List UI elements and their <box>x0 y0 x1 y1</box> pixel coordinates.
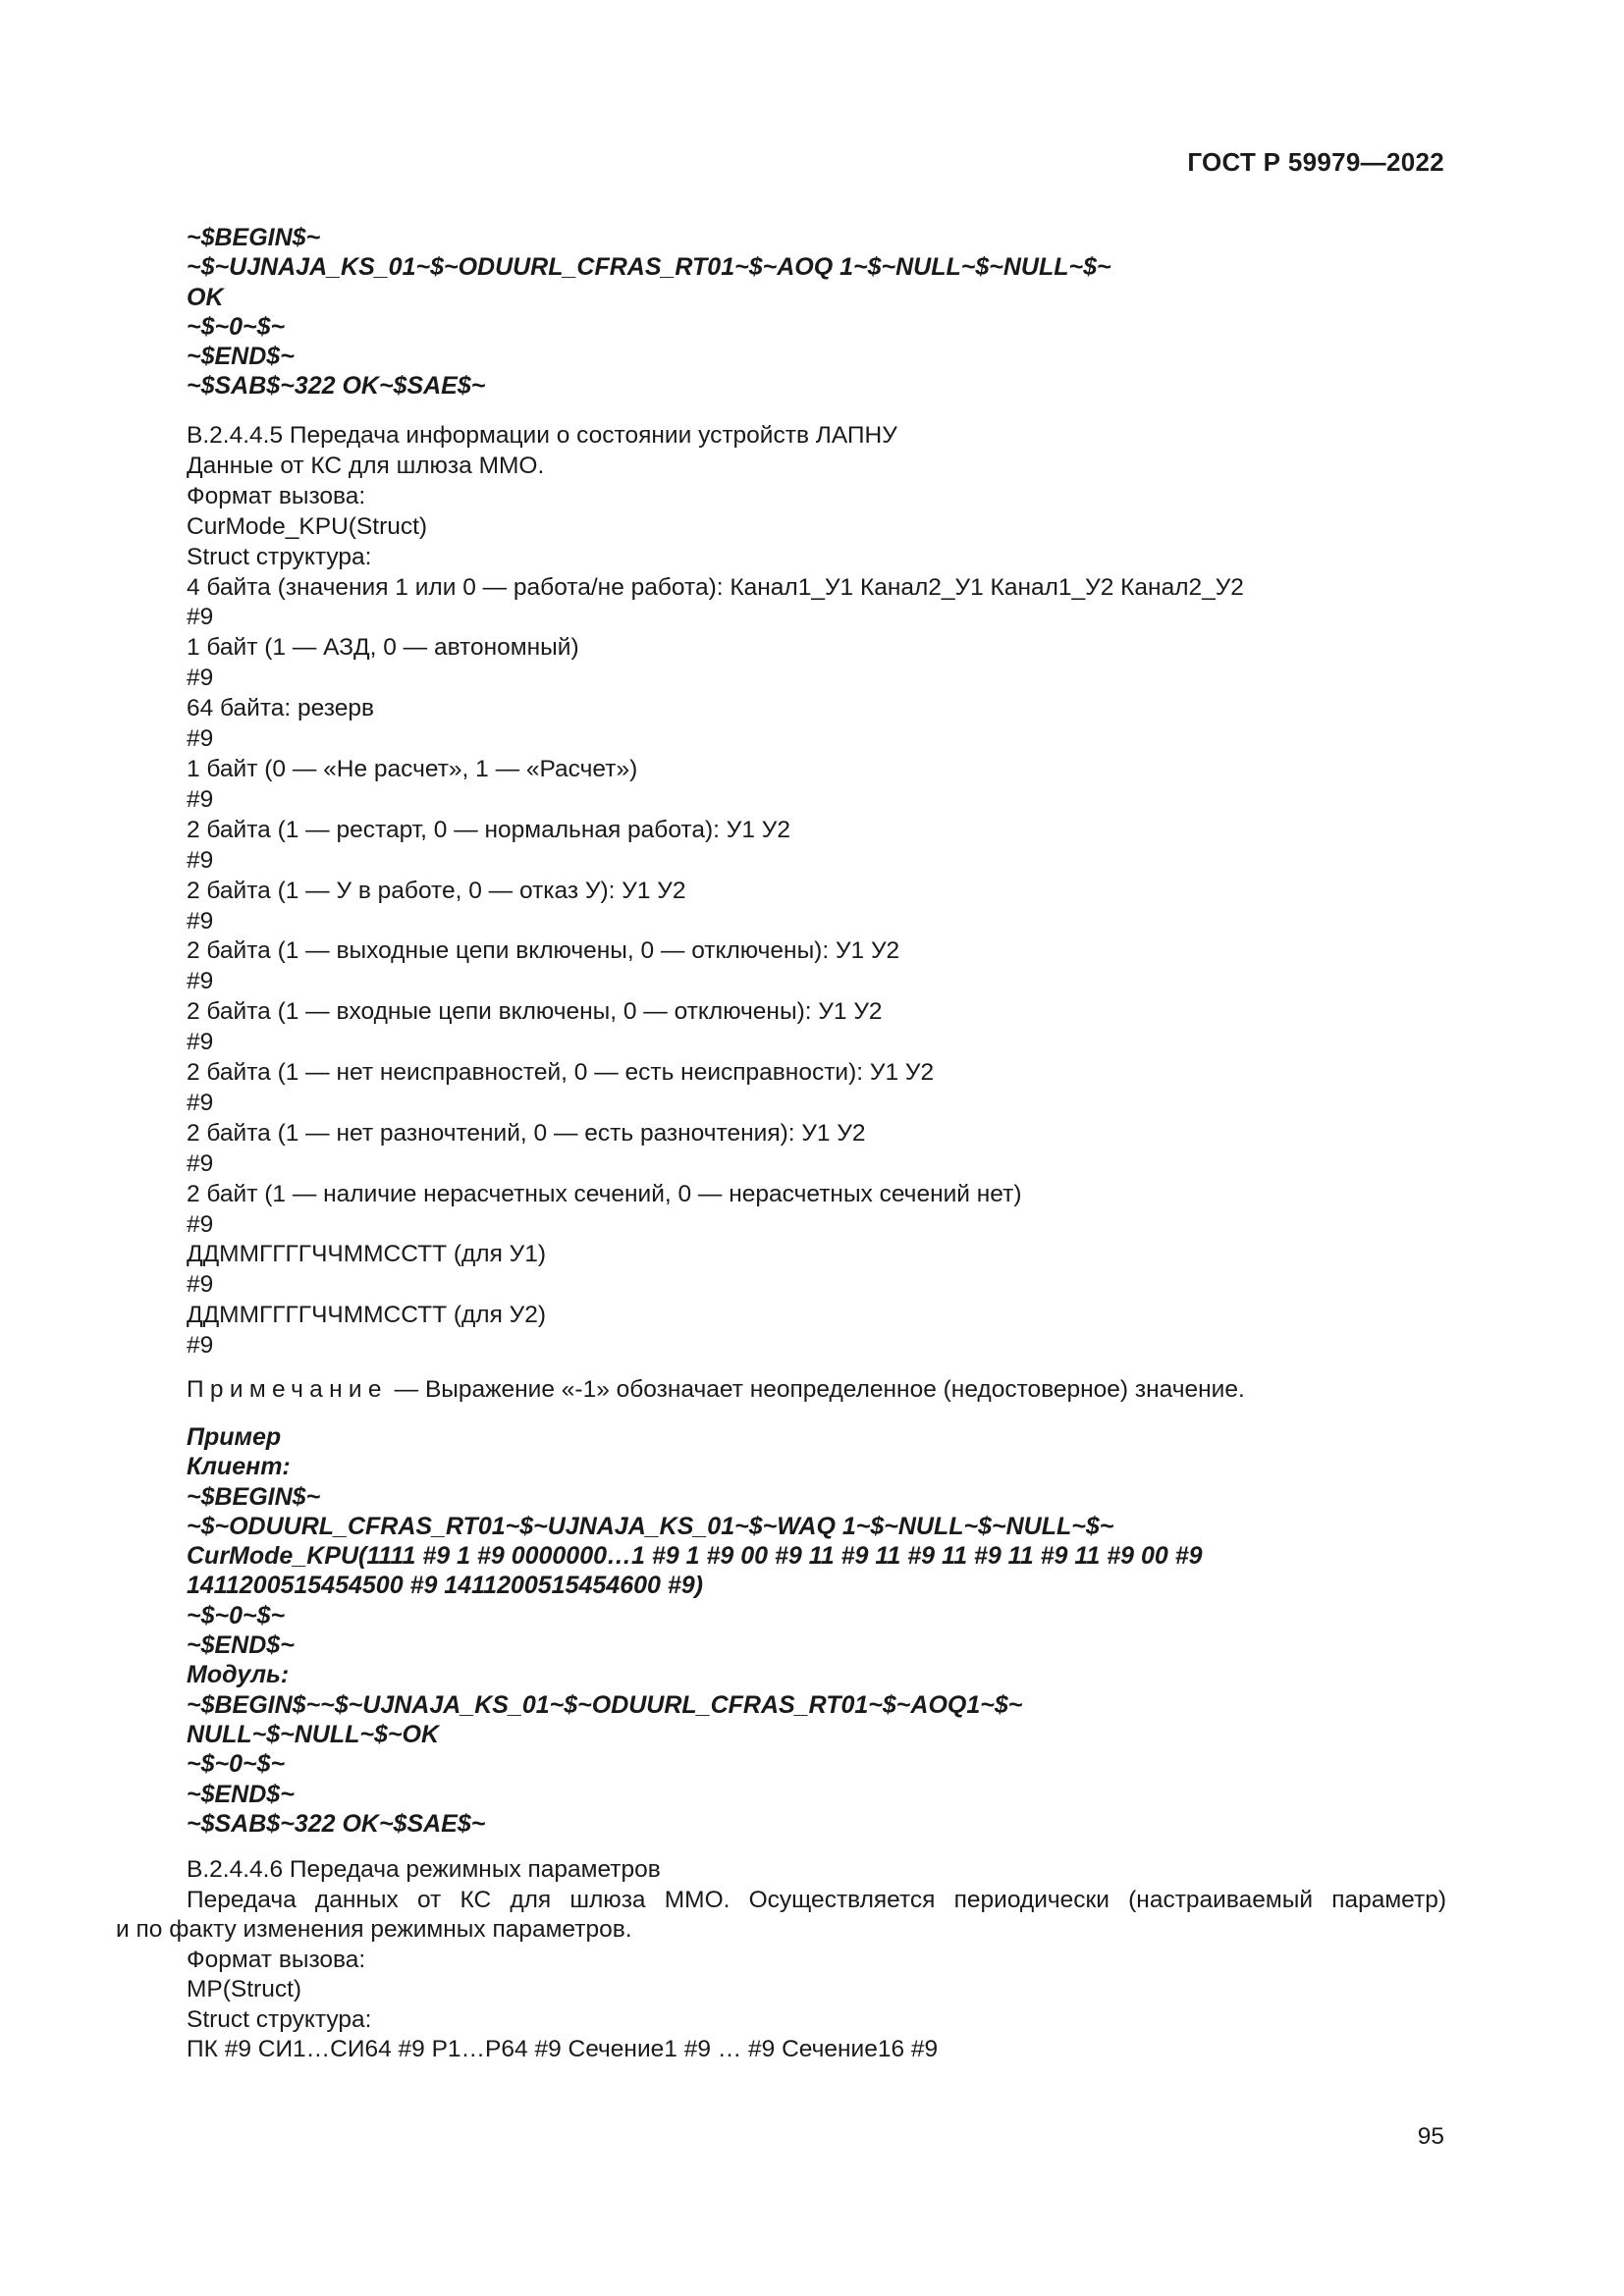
text-line: 64 байта: резерв <box>187 695 374 722</box>
text-line: #9 <box>187 1271 214 1299</box>
code-example-request <box>187 1422 1443 1839</box>
text-line: Данные от КС для шлюза ММО. <box>187 452 545 479</box>
standard-header: ГОСТ Р 59979—2022 <box>1187 147 1444 177</box>
text-line: 1 байт (1 — АЗД, 0 — автономный) <box>187 634 579 662</box>
code-line: ~$~ODUURL_CFRAS_RT01~$~UJNAJA_KS_01~$~WAQ 1~$~NULL~$~NULL~$~ <box>187 1512 1114 1540</box>
section-heading: В.2.4.4.6 Передача режимных параметров <box>187 1856 661 1883</box>
code-line: CurMode_KPU(1111 #9 1 #9 0000000…1 #9 1 #9 00 #9 11 #9 11 #9 11 #9 11 #9 11 #9 00 #9 <box>187 1542 1203 1571</box>
section-heading: В.2.4.4.5 Передача информации о состоянии устройств ЛАПНУ <box>187 422 897 449</box>
text-line: 2 байт (1 — наличие нерасчетных сечений, 0 — нерасчетных сечений нет) <box>187 1180 1022 1207</box>
text-line: MP(Struct) <box>187 1976 302 2002</box>
text-line: #9 <box>187 1149 214 1177</box>
text-line: Формат вызова: <box>187 1946 366 1973</box>
text-line: 2 байта (1 — рестарт, 0 — нормальная работа): У1 У2 <box>187 816 790 843</box>
code-line: NULL~$~NULL~$~OK <box>187 1720 440 1748</box>
text-line: ДДММГГГГЧЧММССТТ (для У2) <box>187 1302 547 1329</box>
code-label: Модуль: <box>187 1661 290 1689</box>
code-line: ~$BEGIN$~ <box>187 1482 321 1511</box>
code-label: Клиент: <box>187 1453 291 1481</box>
paragraph-line: Передача данных от КС для шлюза ММО. Осуществляется периодически (настраиваемый параметр) <box>187 1886 1446 1913</box>
text-line: 2 байта (1 — У в работе, 0 — отказ У): У1 У2 <box>187 877 686 904</box>
text-line: 2 байта (1 — выходные цепи включены, 0 — отключены): У1 У2 <box>187 937 900 965</box>
text-line: #9 <box>187 1332 214 1360</box>
text-line: #9 <box>187 1089 214 1116</box>
text-line: CurMode_KPU(Struct) <box>187 512 428 540</box>
text-line: Struct структура: <box>187 543 372 570</box>
text-line: #9 <box>187 968 214 995</box>
note-label: Примечание <box>187 1376 388 1403</box>
text-line: 2 байта (1 — входные цепи включены, 0 — отключены): У1 У2 <box>187 998 883 1026</box>
code-line: ~$~0~$~ <box>187 1601 286 1629</box>
code-line: ~$~UJNAJA_KS_01~$~ODUURL_CFRAS_RT01~$~AOQ 1~$~NULL~$~NULL~$~ <box>187 253 1111 282</box>
paragraph-line: и по факту изменения режимных параметров. <box>116 1916 632 1943</box>
note-dash: — <box>394 1376 419 1403</box>
code-example-response <box>187 223 1443 401</box>
example-heading: Пример <box>187 1423 282 1451</box>
code-line: ~$SAB$~322 OK~$SAE$~ <box>187 372 486 400</box>
text-line: #9 <box>187 604 214 631</box>
text-line: #9 <box>187 1029 214 1056</box>
text-line: #9 <box>187 725 214 753</box>
text-line: 1 байт (0 — «Не расчет», 1 — «Расчет») <box>187 755 638 782</box>
text-line: #9 <box>187 665 214 692</box>
code-line: ~$END$~ <box>187 1631 295 1660</box>
text-line: Struct структура: <box>187 2005 372 2033</box>
code-line: ~$END$~ <box>187 343 295 371</box>
code-line: ~$~0~$~ <box>187 312 286 341</box>
text-line: 2 байта (1 — нет неисправностей, 0 — есть неисправности): У1 У2 <box>187 1059 935 1087</box>
section-b2445 <box>187 421 1443 1362</box>
text-line: ПК #9 СИ1…СИ64 #9 Р1…Р64 #9 Сечение1 #9 … #9 Сечение16 #9 <box>187 2036 939 2062</box>
text-line: ДДММГГГГЧЧММССТТ (для У1) <box>187 1241 547 1268</box>
text-line: #9 <box>187 1210 214 1238</box>
text-line: #9 <box>187 907 214 934</box>
code-line: 1411200515454500 #9 1411200515454600 #9) <box>187 1572 703 1600</box>
text-line: 4 байта (значения 1 или 0 — работа/не работа): Канал1_У1 Канал2_У1 Канал1_У2 Канал2_У2 <box>187 573 1244 601</box>
code-line: ~$BEGIN$~~$~UJNAJA_KS_01~$~ODUURL_CFRAS_RT01~$~AOQ1~$~ <box>187 1690 1023 1719</box>
text-line: #9 <box>187 846 214 874</box>
code-line: OK <box>187 283 224 311</box>
code-line: ~$BEGIN$~ <box>187 224 321 251</box>
text-line: 2 байта (1 — нет разночтений, 0 — есть разночтения): У1 У2 <box>187 1119 866 1147</box>
note-text: Выражение «-1» обозначает неопределенное (недостоверное) значение. <box>424 1376 1245 1403</box>
note-line <box>187 1375 1245 1405</box>
text-line: Формат вызова: <box>187 482 366 509</box>
page-number: 95 <box>1417 2123 1444 2150</box>
code-line: ~$SAB$~322 OK~$SAE$~ <box>187 1809 486 1838</box>
code-line: ~$~0~$~ <box>187 1750 286 1779</box>
code-line: ~$END$~ <box>187 1780 295 1808</box>
section-b2446 <box>116 1855 1446 2065</box>
text-line: #9 <box>187 785 214 813</box>
